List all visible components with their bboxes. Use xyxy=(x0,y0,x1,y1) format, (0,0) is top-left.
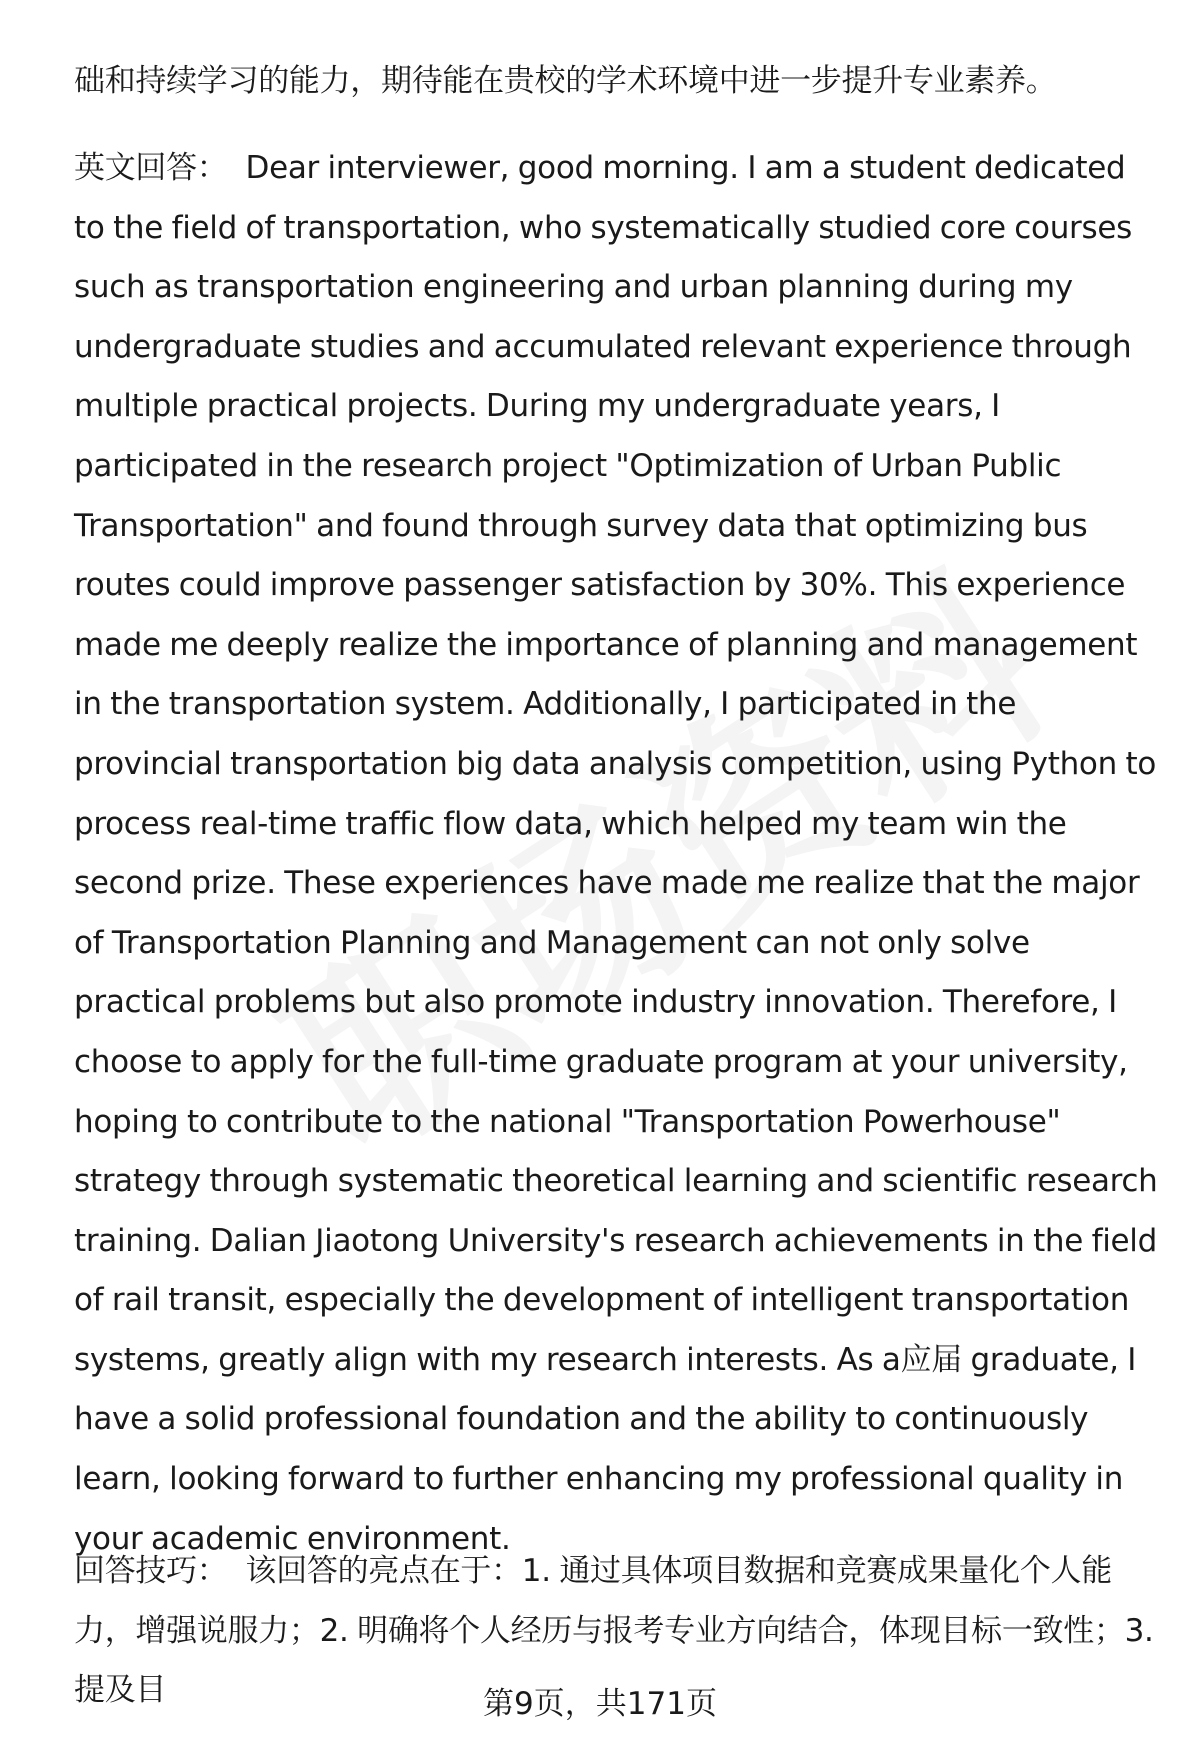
answer-tips-label: 回答技巧： xyxy=(74,1553,228,1589)
english-answer-label: 英文回答： xyxy=(74,150,228,186)
english-answer-text: Dear interviewer, good morning. I am a student dedicated to the field of transportation, who systematically studied core courses such as transportation engineering and urban planning during my undergraduate studies and accumulated relevant experience through multiple practical projects. During my undergraduate years, I participated in the research project "Optimization of Urban Public Transportation" and found through survey data that optimizing bus routes could improve passenger satisfaction by 30%. This experience made me deeply realize the importance of planning and management in the transportation system. Additionally, I participated in the provincial transportation big data analysis competition, using Python to process real-time traffic flow data, which helped my team win the second prize. These experiences have made me realize that the major of Transportation Planning and Management can not only solve practical problems but also promote industry innovation. Therefore, I choose to apply for the full-time graduate program at your university, hoping to contribute to the national "Transportation Powerhouse" strategy through systematic theoretical learning and scientific research training. Dalian Jiaotong University's research achievements in the field of rail transit, especially the development of intelligent transportation systems, greatly align with my research interests. As a应届 graduate, I have a solid professional foundation and the ability to continuously learn, looking forward to further enhancing my professional quality in your academic environment. xyxy=(74,150,1158,1557)
page-number: 第9页，共171页 xyxy=(483,1686,717,1722)
answer-tips-text: 该回答的亮点在于：1. 通过具体项目数据和竞赛成果量化个人能力，增强说服力；2. 明确将个人经历与报考专业方向结合，体现目标一致性；3. 提及目 xyxy=(74,1553,1154,1709)
continued-paragraph: 础和持续学习的能力，期待能在贵校的学术环境中进一步提升专业素养。 xyxy=(74,63,1057,99)
english-answer-paragraph xyxy=(74,139,1160,1569)
